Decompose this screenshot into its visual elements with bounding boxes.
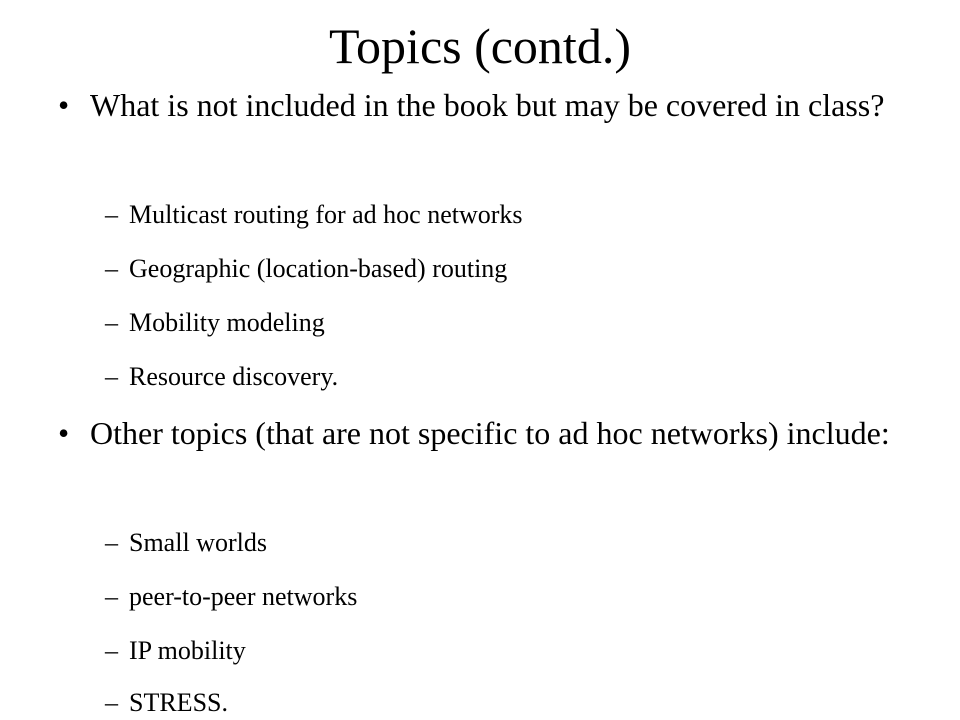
sub-text: Geographic (location-based) routing bbox=[129, 254, 508, 283]
sub-marker: – bbox=[105, 254, 118, 283]
sub-marker: – bbox=[105, 362, 118, 391]
sub-text: Multicast routing for ad hoc networks bbox=[129, 200, 523, 229]
sub-text: Small worlds bbox=[129, 528, 267, 557]
sub-marker: – bbox=[105, 308, 118, 337]
sub-marker: – bbox=[105, 528, 118, 557]
sub-text: Mobility modeling bbox=[129, 308, 325, 337]
bullet-text: What is not included in the book but may be covered in class? bbox=[90, 87, 885, 123]
sub-item bbox=[105, 634, 905, 668]
sub-text: peer-to-peer networks bbox=[129, 582, 358, 611]
slide-title: Topics (contd.) bbox=[329, 18, 631, 74]
sub-item bbox=[105, 580, 905, 614]
sub-item bbox=[105, 686, 905, 720]
sub-item bbox=[105, 360, 905, 394]
sub-item bbox=[105, 526, 905, 560]
sub-text: STRESS. bbox=[129, 688, 228, 717]
sub-text: IP mobility bbox=[129, 636, 246, 665]
sub-item bbox=[105, 198, 905, 232]
bullet-marker: • bbox=[58, 415, 70, 451]
bullet-marker: • bbox=[58, 87, 70, 123]
sub-text: Resource discovery. bbox=[129, 362, 339, 391]
sub-item bbox=[105, 252, 905, 286]
bullet-item bbox=[58, 82, 918, 128]
bullet-item bbox=[58, 410, 918, 456]
sub-marker: – bbox=[105, 636, 118, 665]
bullet-text: Other topics (that are not specific to ad hoc networks) include: bbox=[90, 415, 890, 451]
sub-marker: – bbox=[105, 688, 118, 717]
sub-marker: – bbox=[105, 200, 118, 229]
sub-item bbox=[105, 306, 905, 340]
sub-marker: – bbox=[105, 582, 118, 611]
